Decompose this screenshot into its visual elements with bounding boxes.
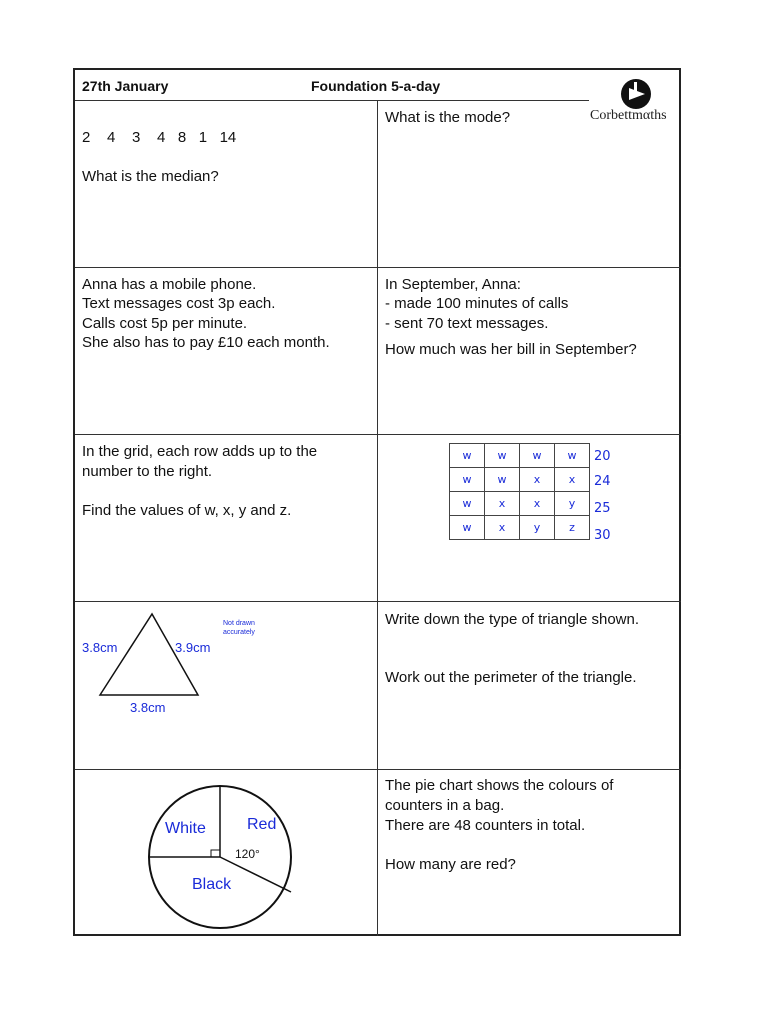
grid-cell: x [555, 468, 590, 492]
q4-line1: In September, Anna: [385, 276, 521, 293]
date-label: 27th January [82, 78, 169, 94]
grid-row [450, 444, 590, 468]
pie-angle-label: 120° [235, 847, 260, 861]
grid-cell: w [520, 444, 555, 468]
row-total: 20 [594, 449, 611, 464]
pie-chart [120, 773, 320, 933]
q6-line1: Write down the type of triangle shown. [385, 611, 640, 628]
q1-question: What is the median? [82, 168, 219, 185]
triangle-right-side-label: 3.9cm [175, 640, 211, 655]
triangle-base-label: 3.8cm [130, 700, 166, 715]
q1-numbers: 2 4 3 4 8 1 14 [82, 129, 237, 146]
column-divider [377, 100, 378, 936]
grid-cell: y [520, 516, 555, 540]
row-total: 24 [594, 474, 611, 489]
worksheet-title: Foundation 5-a-day [311, 78, 441, 94]
variable-grid [449, 443, 590, 540]
row-divider-2 [75, 434, 681, 435]
q7-line1: The pie chart shows the colours of [385, 777, 614, 794]
grid-cell: w [450, 516, 485, 540]
grid-cell: x [520, 468, 555, 492]
worksheet [73, 68, 681, 936]
pie-label-red: Red [247, 816, 277, 833]
row-total: 25 [594, 501, 611, 516]
grid-cell: z [555, 516, 590, 540]
grid-cell: y [555, 492, 590, 516]
not-drawn-note-line1: Not drawn [223, 620, 255, 627]
corbettmaths-logo [589, 78, 685, 128]
grid-cell: w [450, 492, 485, 516]
grid-cell: x [520, 492, 555, 516]
q5-line2: number to the right. [82, 463, 213, 480]
grid-cell: w [485, 468, 520, 492]
q3-line1: Anna has a mobile phone. [82, 276, 257, 293]
row-divider-3 [75, 601, 681, 602]
grid-cell: w [450, 444, 485, 468]
q6-line2: Work out the perimeter of the triangle. [385, 669, 637, 686]
logo-icon [589, 78, 685, 110]
grid-cell: x [485, 516, 520, 540]
q7-question: How many are red? [385, 856, 516, 873]
grid-row [450, 492, 590, 516]
q4-line3: - sent 70 text messages. [385, 315, 549, 332]
q5-question: Find the values of w, x, y and z. [82, 502, 292, 519]
row-total: 30 [594, 528, 611, 543]
q3-line3: Calls cost 5p per minute. [82, 315, 248, 332]
row-divider-4 [75, 769, 681, 770]
grid-cell: w [485, 444, 520, 468]
q7-line2: counters in a bag. [385, 797, 505, 814]
grid-cell: w [450, 468, 485, 492]
q3-line2: Text messages cost 3p each. [82, 295, 276, 312]
grid-cell: w [555, 444, 590, 468]
q4-line2: - made 100 minutes of calls [385, 295, 569, 312]
q7-line3: There are 48 counters in total. [385, 817, 586, 834]
row-divider-1 [75, 267, 681, 268]
grid-row [450, 468, 590, 492]
logo-text: Corbettmαths [590, 108, 667, 123]
grid-row [450, 516, 590, 540]
q4-question: How much was her bill in September? [385, 341, 637, 358]
triangle-left-side-label: 3.8cm [82, 640, 118, 655]
q5-line1: In the grid, each row adds up to the [82, 443, 318, 460]
pie-label-white: White [165, 820, 206, 837]
not-drawn-note-line2: accurately [223, 629, 255, 636]
grid-cell: x [485, 492, 520, 516]
q3-line4: She also has to pay £10 each month. [82, 334, 330, 351]
q2-question: What is the mode? [385, 109, 511, 126]
pie-label-black: Black [192, 876, 232, 893]
header-divider [75, 100, 589, 101]
